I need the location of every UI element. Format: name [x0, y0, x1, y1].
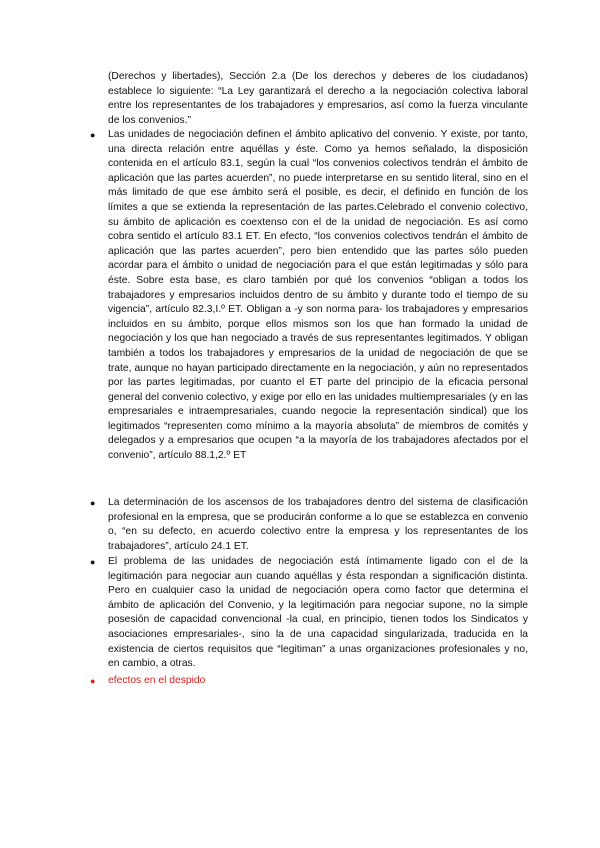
bullet-marker: ●	[90, 557, 96, 567]
intro-paragraph: (Derechos y libertades), Sección 2.a (De los derechos y deberes de los ciudadanos) establece lo siguiente: “La Ley garantizará el derecho a la negociación colectiva laboral entre los representantes de los trabajadores y empresarios, así como la fuerza vinculante de los convenios.”	[108, 71, 528, 126]
bullet-marker: ●	[90, 498, 96, 508]
bullet-marker-red: ●	[90, 676, 96, 686]
bullet-paragraph-units: Las unidades de negociación definen el ámbito aplicativo del convenio. Y existe, por tanto, una directa relación entre aquéllas y éste. Como ya hemos señalado, la disposición contenida en el artículo 83.1, según la cual “los convenios colectivos tendrán el ámbito de aplicación que las partes acuerden”, no puede interpretarse en su sentido literal, sino en el más limitado de que ese ámbito será el posible, es decir, el definido en función de los límites a que se extienda la representación de las partes.Celebrado el convenio colectivo, su ámbito de aplicación es coextenso con el de la unidad de negociación. Es así como cobra sentido el artículo 83.1 ET. En efecto, “los convenios colectivos tendrán el ámbito de aplicación que las partes acuerden”, pero bien entendido que las partes sólo pueden acordar para el ámbito o unidad de negociación para el que están legitimadas y sólo para éste. Sobre esta base, es claro también por qué los convenios “obligan a todos los trabajadores y empresarios incluidos dentro de su ámbito y durante todo el tiempo de su vigencia”, artículo 82.3,I.º ET. Obligan a -y son norma para- los trabajadores y empresarios incluidos en su ámbito, porque ellos mismos son los que han formado la unidad de negociación y los que han negociado a través de sus representantes legitimados. Y obligan también a todos los trabajadores y empresarios de la unidad de negociación de que se trate, aunque no hayan participado directamente en la negociación, y aún no representados por las partes legitimadas, por cuanto el ET parte del principio de la eficacia personal general del convenio colectivo, y exige por ello en las unidades multiempresariales (y en las empresariales e intraempresariales, cuando negocie la representación sindical) que los legitimados “representen como mínimo a la mayoría absoluta” de miembros de comités y delegados y a empresarios que ocupen “a la mayoría de los trabajadores afectados por el convenio”, artículo 88.1,2.º ET	[108, 129, 528, 462]
bullet-marker: ●	[90, 130, 96, 140]
bullet-paragraph-legitimation: El problema de las unidades de negociación está íntimamente ligado con el de la legitimación para negociar aun cuando aquéllas y ésta respondan a significación distinta. Pero en cualquier caso la unidad de negociación opera como factor que determina el ámbito de aplicación del Convenio, y la legitimación para negociar supone, no la simple posesión de capacidad convencional -la cual, en principio, tienen todos los Sindicatos y asociaciones empresariales-, sino la de una capacidad singularizada, traducida en la existencia de ciertos requisitos que “legitiman” a unas organizaciones profesionales y no, en cambio, a otras.	[108, 556, 528, 670]
bullet-paragraph-promotions: La determinación de los ascensos de los trabajadores dentro del sistema de clasificación profesional en la empresa, que se producirán conforme a lo que se establezca en convenio o, “en su defecto, en acuerdo colectivo entre la empresa y los representantes de los trabajadores”, artículo 24.1 ET.	[108, 497, 528, 552]
bullet-paragraph-dismissal: efectos en el despido	[108, 675, 206, 686]
